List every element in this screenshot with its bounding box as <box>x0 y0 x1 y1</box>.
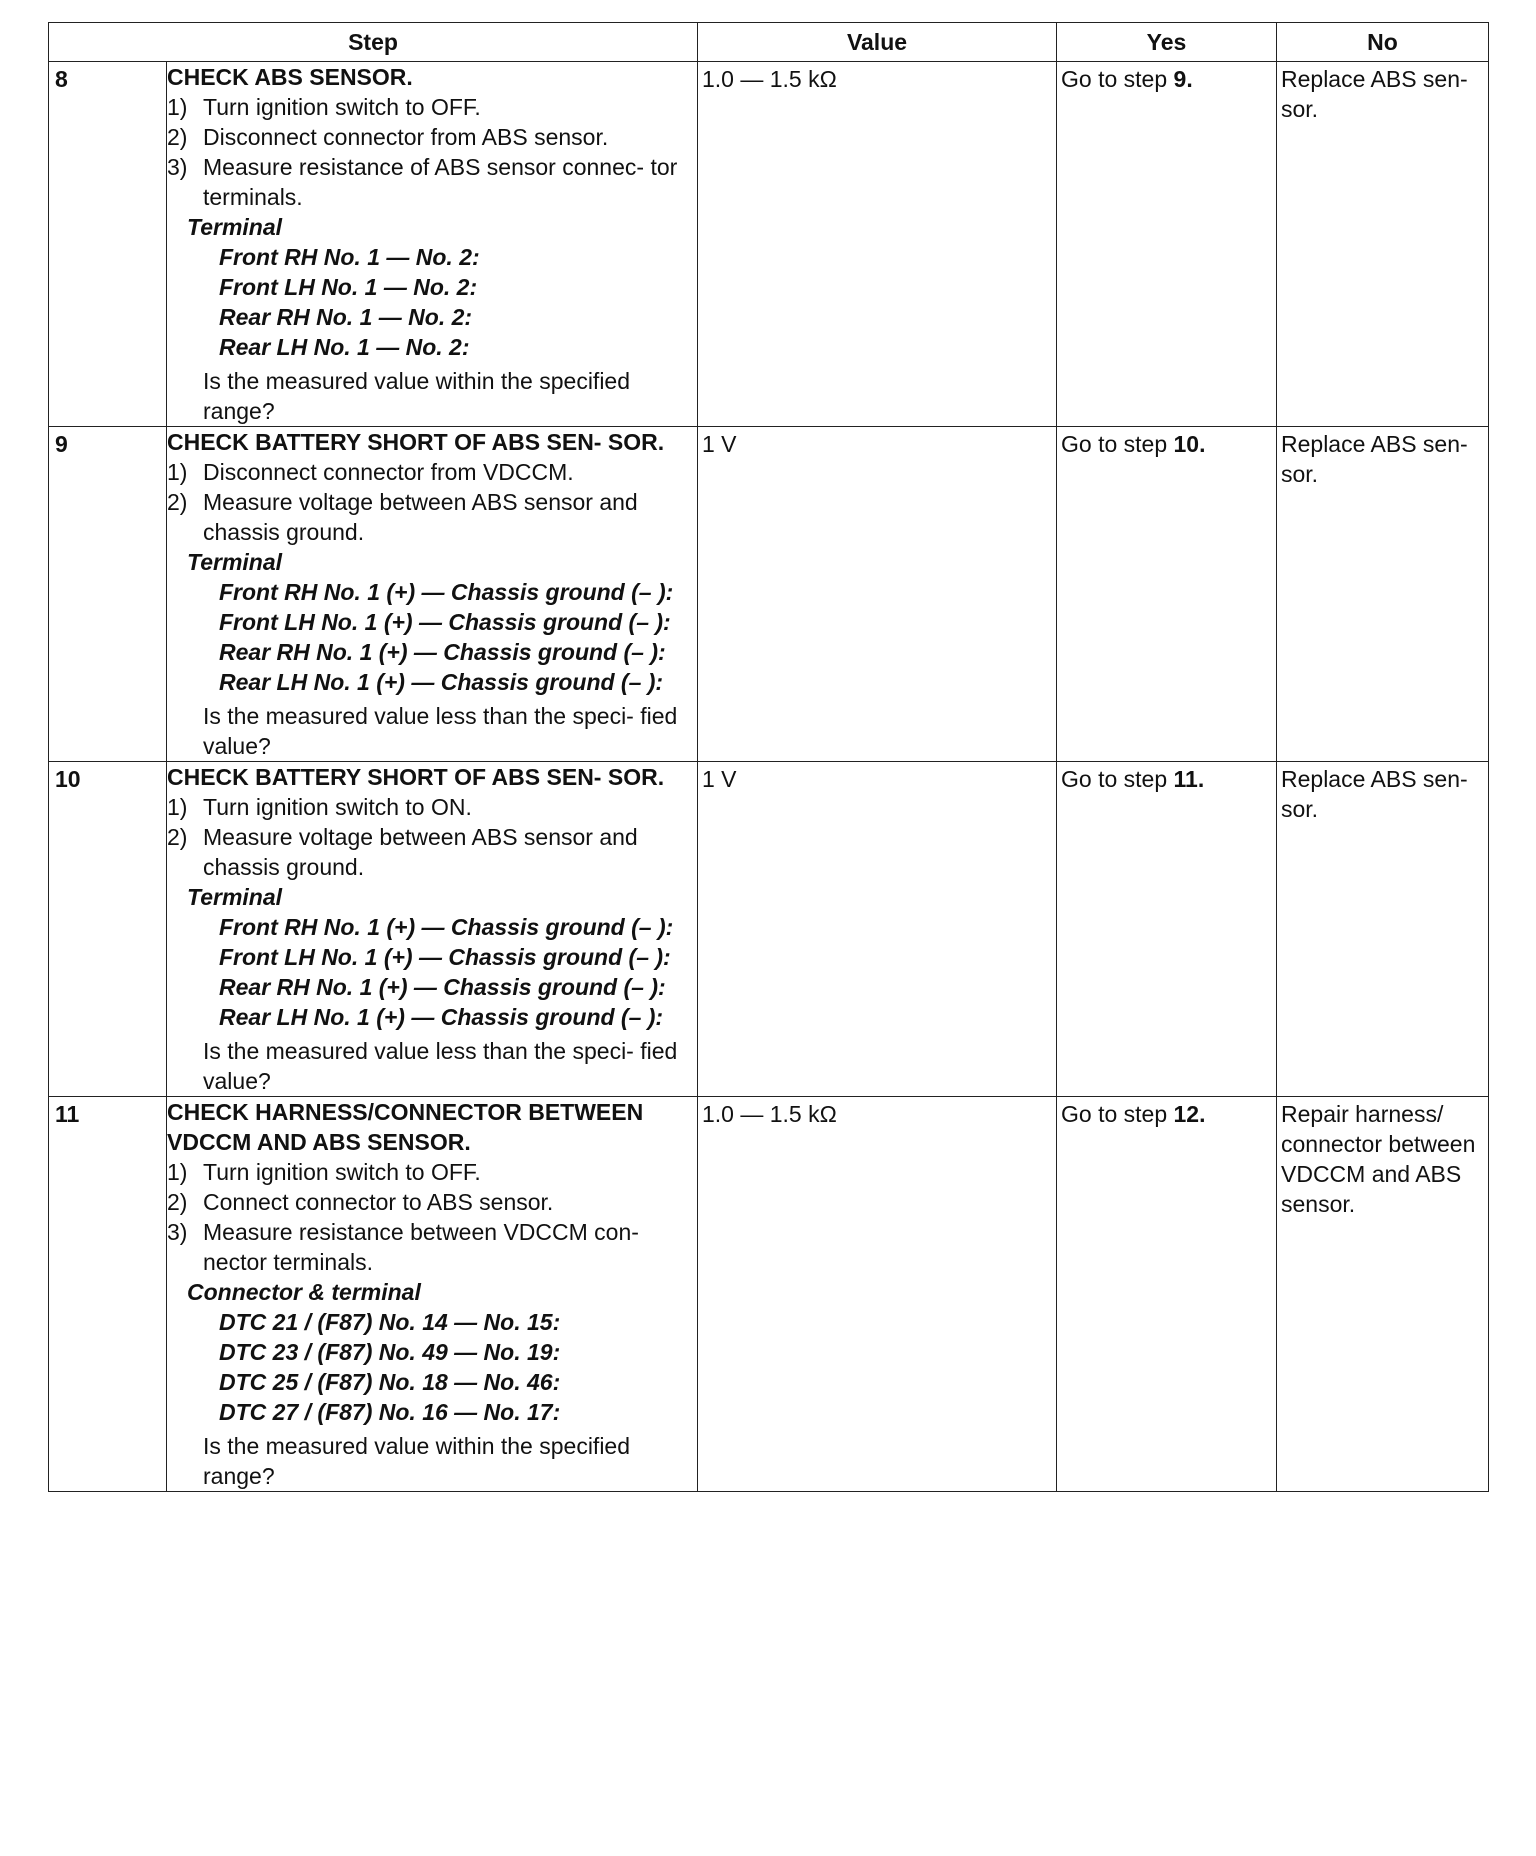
no-cell: Replace ABS sen- sor. <box>1277 762 1489 1097</box>
table-row <box>49 762 1489 1097</box>
terminal-spec: Front LH No. 1 (+) — Chassis ground (– ): <box>219 944 671 970</box>
step-question: Is the measured value within the specified range? <box>203 368 631 424</box>
value-cell: 1.0 — 1.5 kΩ <box>698 62 1057 427</box>
value-cell: 1 V <box>698 762 1057 1097</box>
procedure-text: Turn ignition switch to OFF. <box>203 94 481 120</box>
procedure-list <box>167 92 693 212</box>
procedure-item <box>167 1157 693 1187</box>
terminal-spec: Rear RH No. 1 (+) — Chassis ground (– ): <box>219 639 666 665</box>
header-no: No <box>1277 23 1489 62</box>
procedure-list <box>167 457 693 547</box>
terminal-spec: Rear RH No. 1 — No. 2: <box>219 304 473 330</box>
table-row <box>49 62 1489 427</box>
terminal-spec: DTC 25 / (F87) No. 18 — No. 46: <box>219 1369 561 1395</box>
terminal-spec: Rear LH No. 1 (+) — Chassis ground (– ): <box>219 669 664 695</box>
yes-prefix: Go to step <box>1061 766 1174 792</box>
yes-cell <box>1057 427 1277 762</box>
yes-cell <box>1057 762 1277 1097</box>
procedure-number: 3) <box>167 1219 188 1245</box>
step-question: Is the measured value less than the speci- fied value? <box>203 1038 678 1094</box>
procedure-item <box>167 152 693 212</box>
procedure-text: Disconnect connector from VDCCM. <box>203 459 574 485</box>
value-cell: 1.0 — 1.5 kΩ <box>698 1097 1057 1492</box>
no-cell: Replace ABS sen- sor. <box>1277 427 1489 762</box>
procedure-number: 1) <box>167 94 188 120</box>
terminal-spec: DTC 23 / (F87) No. 49 — No. 19: <box>219 1339 561 1365</box>
step-number: 9 <box>49 427 167 762</box>
procedure-text: Measure resistance of ABS sensor connec- tor terminals. <box>203 154 678 210</box>
header-value: Value <box>698 23 1057 62</box>
procedure-number: 1) <box>167 1159 188 1185</box>
yes-suffix: . <box>1199 1101 1206 1127</box>
terminal-spec: Front LH No. 1 (+) — Chassis ground (– ): <box>219 609 671 635</box>
terminal-spec: DTC 27 / (F87) No. 16 — No. 17: <box>219 1399 561 1425</box>
step-title: CHECK HARNESS/CONNECTOR BETWEEN VDCCM AND ABS SENSOR. <box>167 1099 644 1155</box>
terminal-spec: DTC 21 / (F87) No. 14 — No. 15: <box>219 1309 561 1335</box>
step-number: 8 <box>49 62 167 427</box>
procedure-text: Turn ignition switch to OFF. <box>203 1159 481 1185</box>
procedure-text: Measure voltage between ABS sensor and chassis ground. <box>203 824 638 880</box>
procedure-item <box>167 457 693 487</box>
yes-step-number: 11 <box>1173 766 1198 792</box>
no-cell: Replace ABS sen- sor. <box>1277 62 1489 427</box>
yes-prefix: Go to step <box>1061 1101 1174 1127</box>
procedure-text: Turn ignition switch to ON. <box>203 794 472 820</box>
procedure-number: 1) <box>167 794 188 820</box>
procedure-item <box>167 1217 693 1277</box>
step-content <box>167 62 698 427</box>
step-title: CHECK ABS SENSOR. <box>167 64 413 90</box>
procedure-item <box>167 1187 693 1217</box>
header-row <box>49 23 1489 62</box>
yes-cell <box>1057 1097 1277 1492</box>
table-row <box>49 427 1489 762</box>
procedure-list <box>167 792 693 882</box>
procedure-item <box>167 792 693 822</box>
procedure-number: 2) <box>167 1189 188 1215</box>
procedure-number: 2) <box>167 489 188 515</box>
step-number: 10 <box>49 762 167 1097</box>
procedure-list <box>167 1157 693 1277</box>
step-content <box>167 762 698 1097</box>
procedure-number: 2) <box>167 824 188 850</box>
step-question: Is the measured value less than the speci- fied value? <box>203 703 678 759</box>
procedure-number: 2) <box>167 124 188 150</box>
procedure-item <box>167 92 693 122</box>
terminal-heading: Connector & terminal <box>187 1279 421 1305</box>
yes-suffix: . <box>1186 66 1193 92</box>
terminal-spec: Rear LH No. 1 (+) — Chassis ground (– ): <box>219 1004 664 1030</box>
procedure-number: 1) <box>167 459 188 485</box>
procedure-item <box>167 822 693 882</box>
step-question: Is the measured value within the specified range? <box>203 1433 631 1489</box>
terminal-heading: Terminal <box>187 549 283 575</box>
diagnostic-table <box>48 22 1489 1492</box>
no-cell: Repair harness/ connector between VDCCM and ABS sensor. <box>1277 1097 1489 1492</box>
yes-suffix: . <box>1199 431 1206 457</box>
step-title: CHECK BATTERY SHORT OF ABS SEN- SOR. <box>167 764 665 790</box>
terminal-heading: Terminal <box>187 884 283 910</box>
procedure-text: Disconnect connector from ABS sensor. <box>203 124 609 150</box>
terminal-spec: Front RH No. 1 (+) — Chassis ground (– ): <box>219 914 674 940</box>
yes-prefix: Go to step <box>1061 431 1174 457</box>
yes-step-number: 12 <box>1173 1101 1200 1127</box>
terminal-spec: Front RH No. 1 (+) — Chassis ground (– ): <box>219 579 674 605</box>
yes-step-number: 10 <box>1173 431 1200 457</box>
header-step: Step <box>49 23 698 62</box>
value-cell: 1 V <box>698 427 1057 762</box>
header-yes: Yes <box>1057 23 1277 62</box>
yes-prefix: Go to step <box>1061 66 1174 92</box>
procedure-item <box>167 122 693 152</box>
step-number: 11 <box>49 1097 167 1492</box>
table-row <box>49 1097 1489 1492</box>
step-content <box>167 427 698 762</box>
terminal-spec: Rear RH No. 1 (+) — Chassis ground (– ): <box>219 974 666 1000</box>
terminal-heading: Terminal <box>187 214 283 240</box>
step-title: CHECK BATTERY SHORT OF ABS SEN- SOR. <box>167 429 665 455</box>
yes-step-number: 9 <box>1173 66 1187 92</box>
procedure-text: Measure voltage between ABS sensor and chassis ground. <box>203 489 638 545</box>
yes-suffix: . <box>1197 766 1205 792</box>
procedure-text: Measure resistance between VDCCM con- nector terminals. <box>203 1219 639 1275</box>
yes-cell <box>1057 62 1277 427</box>
procedure-item <box>167 487 693 547</box>
terminal-spec: Rear LH No. 1 — No. 2: <box>219 334 470 360</box>
step-content <box>167 1097 698 1492</box>
terminal-spec: Front RH No. 1 — No. 2: <box>219 244 480 270</box>
procedure-text: Connect connector to ABS sensor. <box>203 1189 554 1215</box>
terminal-spec: Front LH No. 1 — No. 2: <box>219 274 478 300</box>
procedure-number: 3) <box>167 154 188 180</box>
